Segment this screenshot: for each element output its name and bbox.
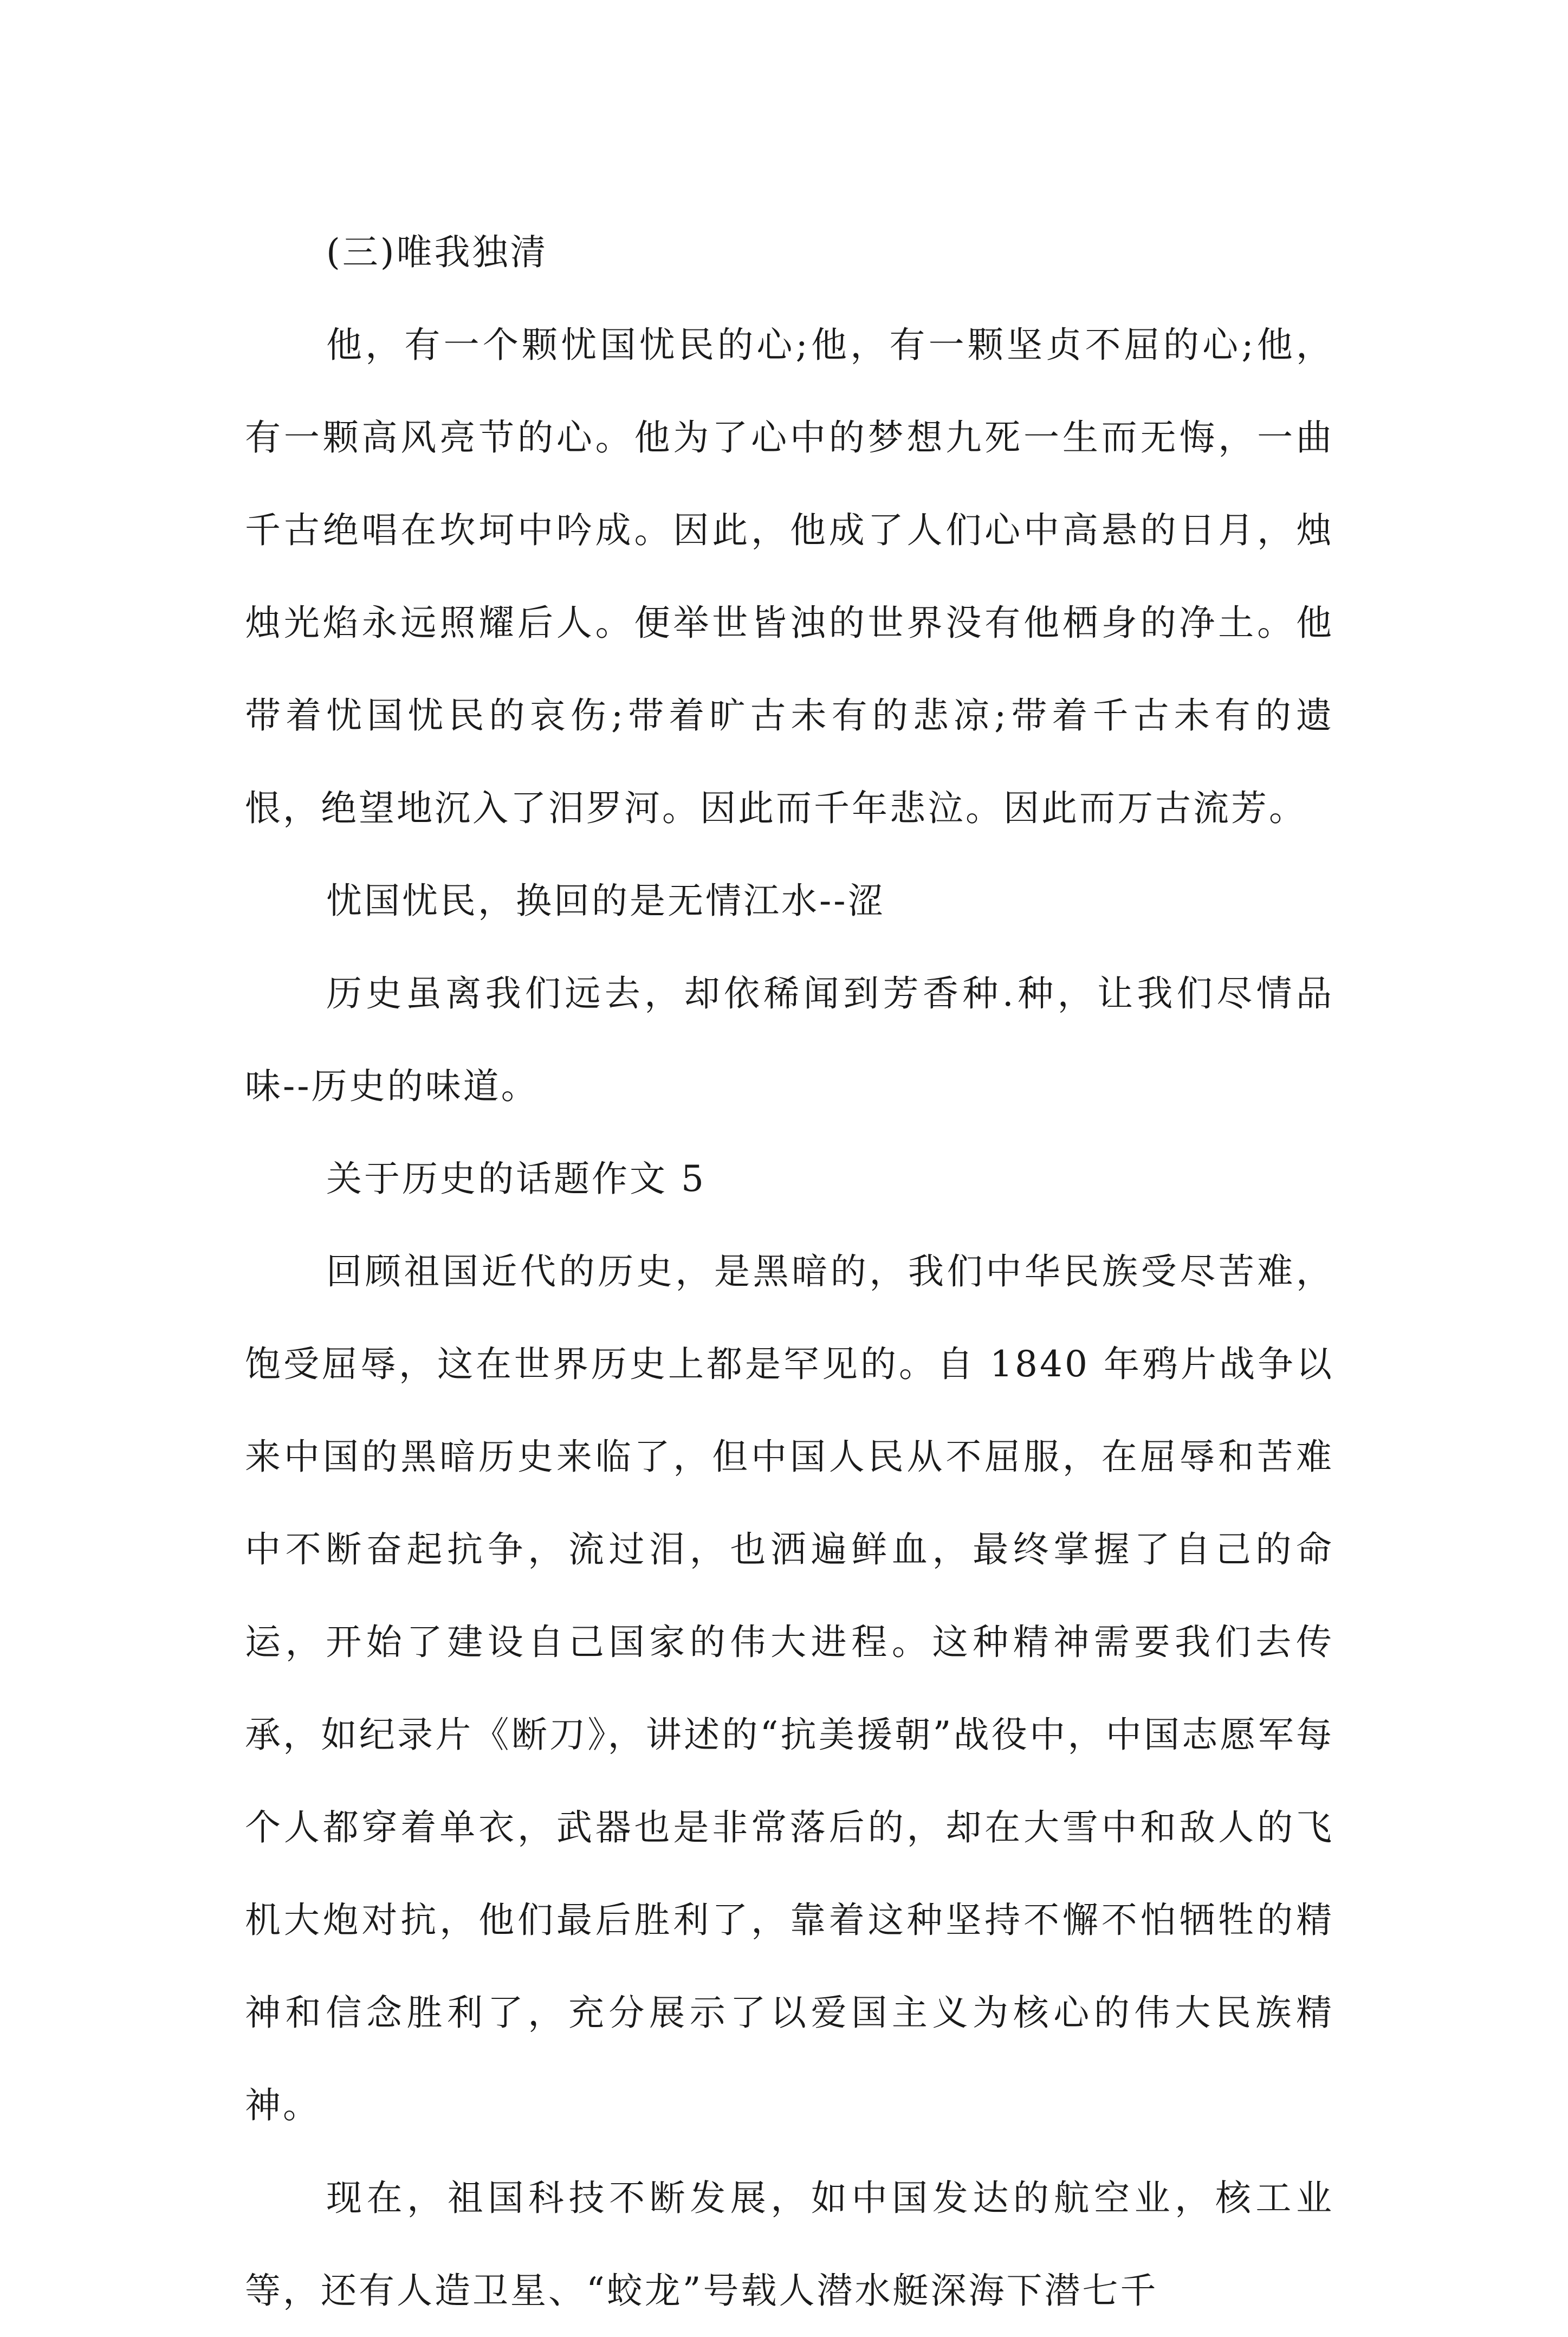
section-heading: (三)唯我独清 xyxy=(326,231,548,273)
paragraph: 历史虽离我们远去，却依稀闻到芳香种.种，让我们尽情品味--历史的味道。 xyxy=(245,973,1334,1107)
paragraph: 回顾祖国近代的历史，是黑暗的，我们中华民族受尽苦难，饱受屈辱，这在世界历史上都是罕见的。自 1840 年鸦片战争以来中国的黑暗历史来临了，但中国人民从不屈服，在屈辱和苦难中不断奋起抗争，流过泪，也洒遍鲜血，最终掌握了自己的命运，开始了建设自己国家的伟大进程。这种精神需要我们去传承，如纪录片《断刀》，讲述的“抗美援朝”战役中，中国志愿军每个人都穿着单衣，武器也是非常落后的，却在大雪中和敌人的飞机大炮对抗，他们最后胜利了，靠着这种坚持不懈不怕牺牲的精神和信念胜利了，充分展示了以爱国主义为核心的伟大民族精神。 xyxy=(245,1251,1334,2126)
essay-title: 关于历史的话题作文 5 xyxy=(326,1158,706,1200)
document-body xyxy=(245,206,1334,2337)
paragraph: 忧国忧民，换回的是无情江水--涩 xyxy=(326,880,886,922)
paragraph: 他，有一个颗忧国忧民的心;他，有一颗坚贞不屈的心;他，有一颗高风亮节的心。他为了心中的梦想九死一生而无悔，一曲千古绝唱在坎坷中吟成。因此，他成了人们心中高悬的日月，烛烛光焰永远照耀后人。便举世皆浊的世界没有他栖身的净土。他带着忧国忧民的哀伤;带着旷古未有的悲凉;带着千古未有的遗恨，绝望地沉入了汨罗河。因此而千年悲泣。因此而万古流芳。 xyxy=(245,324,1334,829)
paragraph: 现在，祖国科技不断发展，如中国发达的航空业，核工业等，还有人造卫星、“蛟龙”号载人潜水艇深海下潜七千 xyxy=(245,2177,1334,2312)
